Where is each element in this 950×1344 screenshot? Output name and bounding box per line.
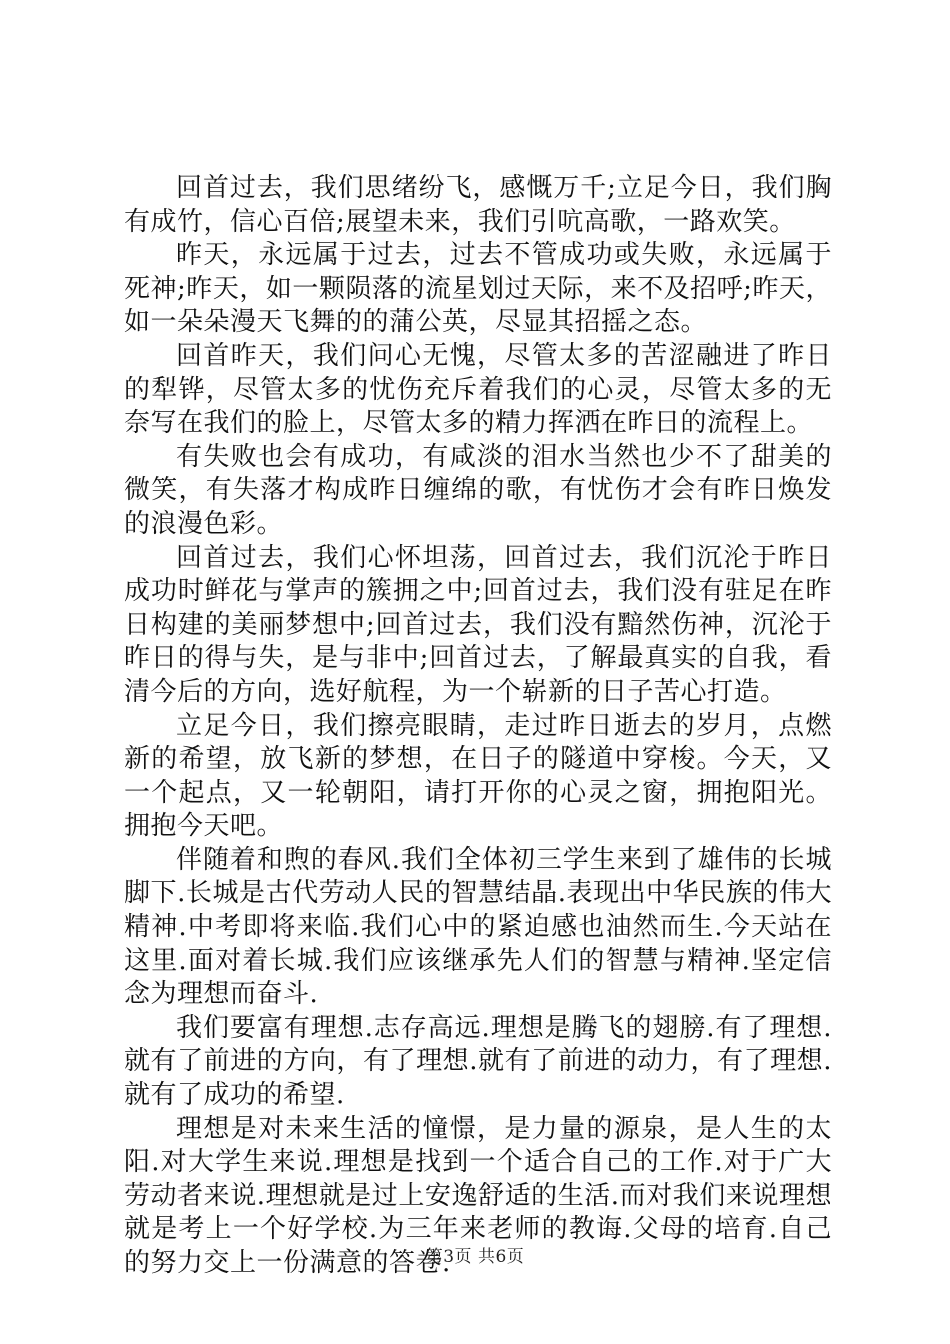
paragraph: 我们要富有理想.志存高远.理想是腾飞的翅膀.有了理想.就有了前进的方向，有了理想.就有了前进的动力，有了理想.就有了成功的希望. <box>124 1012 832 1111</box>
paragraph: 有失败也会有成功，有咸淡的泪水当然也少不了甜美的微笑，有失落才构成昨日缠绵的歌，有忧伤才会有昨日焕发的浪漫色彩。 <box>124 441 832 539</box>
paragraph: 回首昨天，我们问心无愧，尽管太多的苦涩融进了昨日的犁铧，尽管太多的忧伤充斥着我们的心灵，尽管太多的无奈写在我们的脸上，尽管太多的精力挥洒在昨日的流程上。 <box>124 340 832 439</box>
paragraph: 立足今日，我们擦亮眼睛，走过昨日逝去的岁月，点燃新的希望，放飞新的梦想，在日子的隧道中穿梭。今天，又一个起点，又一轮朝阳，请打开你的心灵之窗，拥抱阳光。拥抱今天吧。 <box>124 710 832 842</box>
paragraph: 伴随着和煦的春风.我们全体初三学生来到了雄伟的长城脚下.长城是古代劳动人民的智慧结晶.表现出中华民族的伟大精神.中考即将来临.我们心中的紧迫感也油然而生.今天站在这里.面对着长城.我们应该继承先人们的智慧与精神.坚定信念为理想而奋斗. <box>124 844 832 1010</box>
paragraph: 昨天，永远属于过去，过去不管成功或失败，永远属于死神;昨天，如一颗陨落的流星划过天际，来不及招呼;昨天，如一朵朵漫天飞舞的的蒲公英，尽显其招摇之态。 <box>124 240 832 338</box>
paragraph: 理想是对未来生活的憧憬，是力量的源泉，是人生的太阳.对大学生来说.理想是找到一个适合自己的工作.对于广大劳动者来说.理想就是过上安逸舒适的生活.而对我们来说理想就是考上一个好学校.为三年来老师的教诲.父母的培育.自己的努力交上一份满意的答卷. <box>124 1113 832 1278</box>
page-number-footer: 第3页 共6页 <box>425 1247 525 1267</box>
document-body <box>124 172 832 1281</box>
paragraph: 回首过去，我们心怀坦荡，回首过去，我们沉沦于昨日成功时鲜花与掌声的簇拥之中;回首过去，我们没有驻足在昨日构建的美丽梦想中;回首过去，我们没有黯然伤神，沉沦于昨日的得与失，是与非中;回首过去，了解最真实的自我，看清今后的方向，选好航程，为一个崭新的日子苦心打造。 <box>124 542 832 707</box>
paragraph: 回首过去，我们思绪纷飞，感慨万千;立足今日，我们胸有成竹，信心百倍;展望未来，我们引吭高歌，一路欢笑。 <box>124 173 832 237</box>
